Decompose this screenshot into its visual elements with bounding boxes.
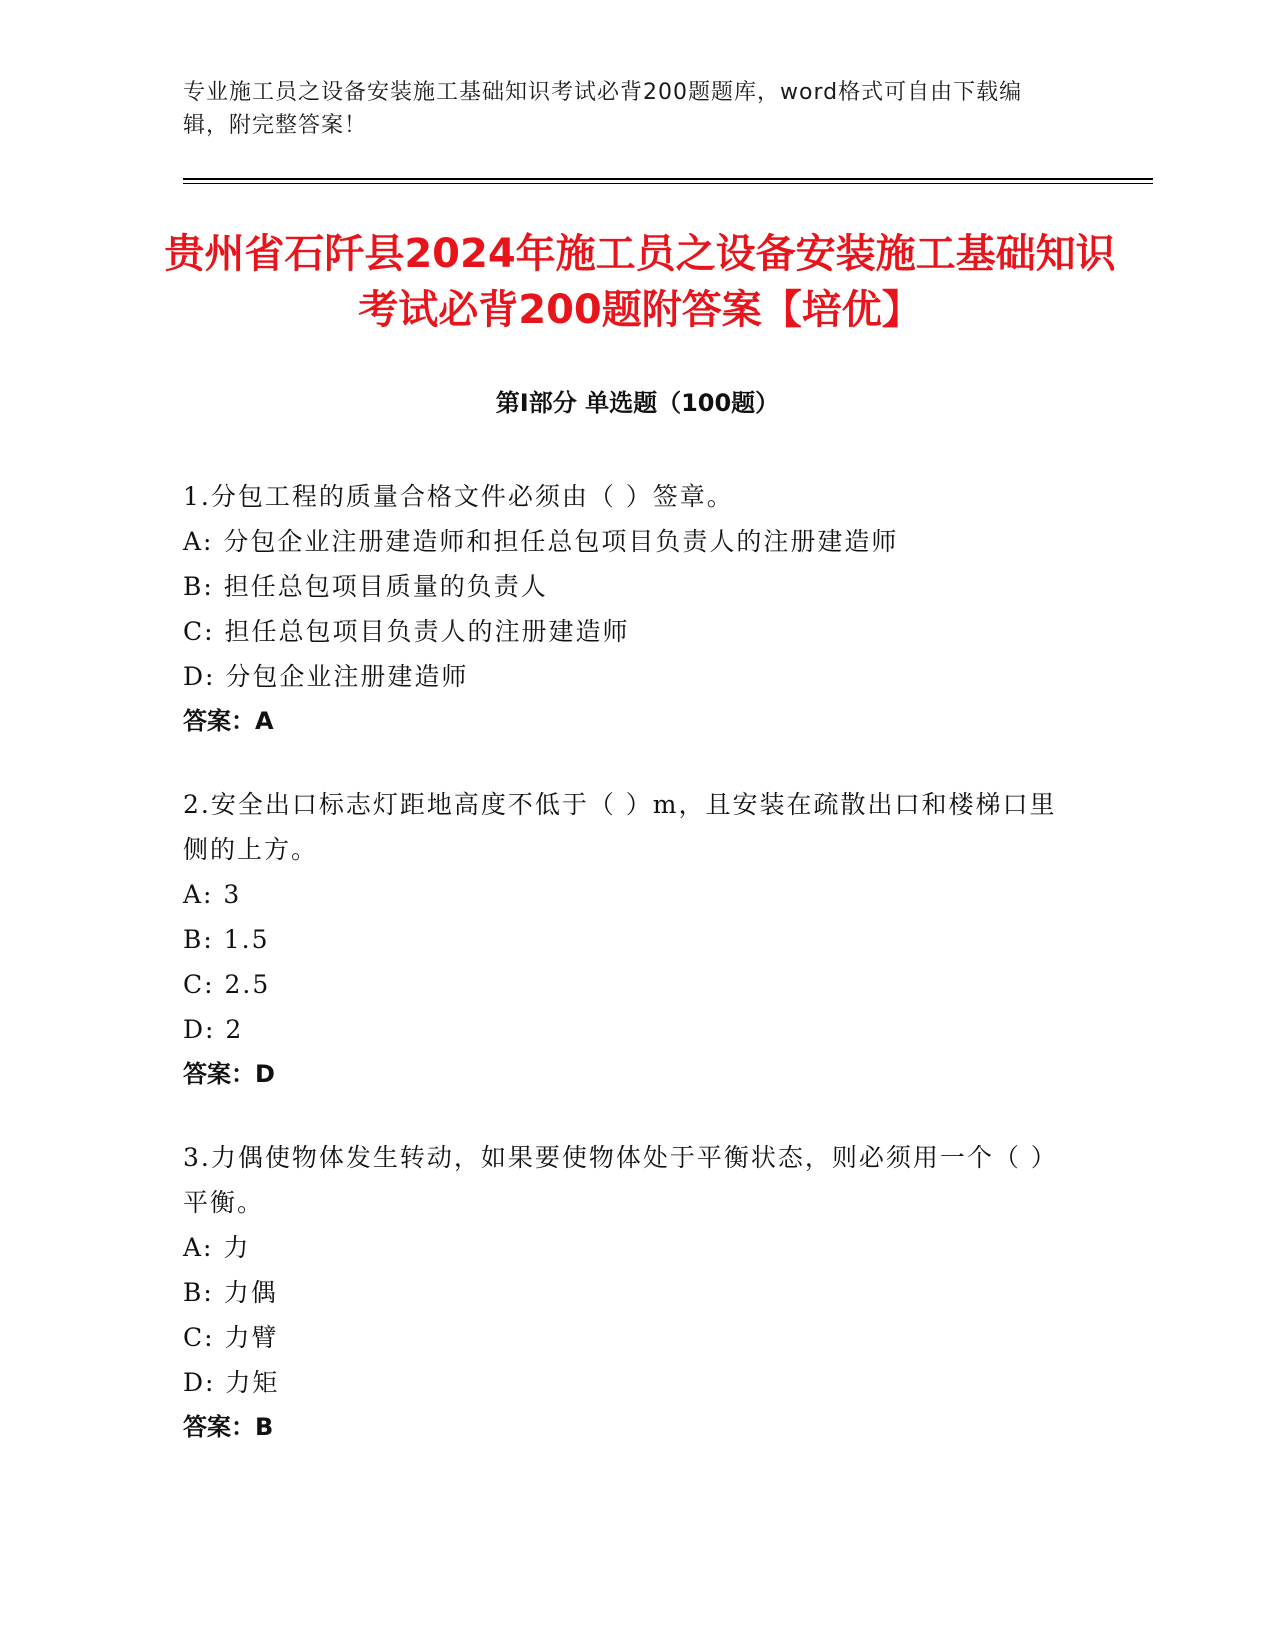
question-stem: 3.力偶使物体发生转动，如果要使物体处于平衡状态，则必须用一个（ ）平衡。 bbox=[183, 1143, 1058, 1217]
question-stem: 1.分包工程的质量合格文件必须由（ ）签章。 bbox=[183, 482, 734, 511]
header-note: 专业施工员之设备安装施工基础知识考试必背200题题库，word格式可自由下载编辑，附完整答案！ bbox=[183, 80, 1023, 138]
header-divider-thick bbox=[183, 178, 1153, 180]
answer: 答案：D bbox=[183, 1060, 275, 1088]
question-3 bbox=[183, 1135, 1063, 1450]
section-title: 第Ⅰ部分 单选题（100题） bbox=[495, 389, 780, 417]
answer: 答案：A bbox=[183, 707, 274, 735]
answer: 答案：B bbox=[183, 1413, 274, 1441]
option-c: C: 担任总包项目负责人的注册建造师 bbox=[183, 617, 630, 646]
document-title: 贵州省石阡县2024年施工员之设备安装施工基础知识考试必背200题附答案【培优】 bbox=[164, 231, 1116, 333]
question-list bbox=[183, 474, 1063, 1488]
option-d: D: 力矩 bbox=[183, 1368, 280, 1397]
option-c: C: 力臂 bbox=[183, 1323, 279, 1352]
option-a: A: 分包企业注册建造师和担任总包项目负责人的注册建造师 bbox=[183, 527, 899, 556]
option-d: D: 2 bbox=[183, 1015, 244, 1044]
option-b: B: 力偶 bbox=[183, 1278, 278, 1307]
question-2 bbox=[183, 782, 1063, 1097]
header-divider-thin bbox=[183, 183, 1153, 184]
option-a: A: 3 bbox=[183, 880, 242, 909]
option-c: C: 2.5 bbox=[183, 970, 271, 999]
option-a: A: 力 bbox=[183, 1233, 251, 1262]
question-1 bbox=[183, 474, 1063, 744]
option-b: B: 担任总包项目质量的负责人 bbox=[183, 572, 548, 601]
option-b: B: 1.5 bbox=[183, 925, 270, 954]
option-d: D: 分包企业注册建造师 bbox=[183, 662, 469, 691]
question-stem: 2.安全出口标志灯距地高度不低于（ ）m，且安装在疏散出口和楼梯口里侧的上方。 bbox=[183, 790, 1057, 864]
